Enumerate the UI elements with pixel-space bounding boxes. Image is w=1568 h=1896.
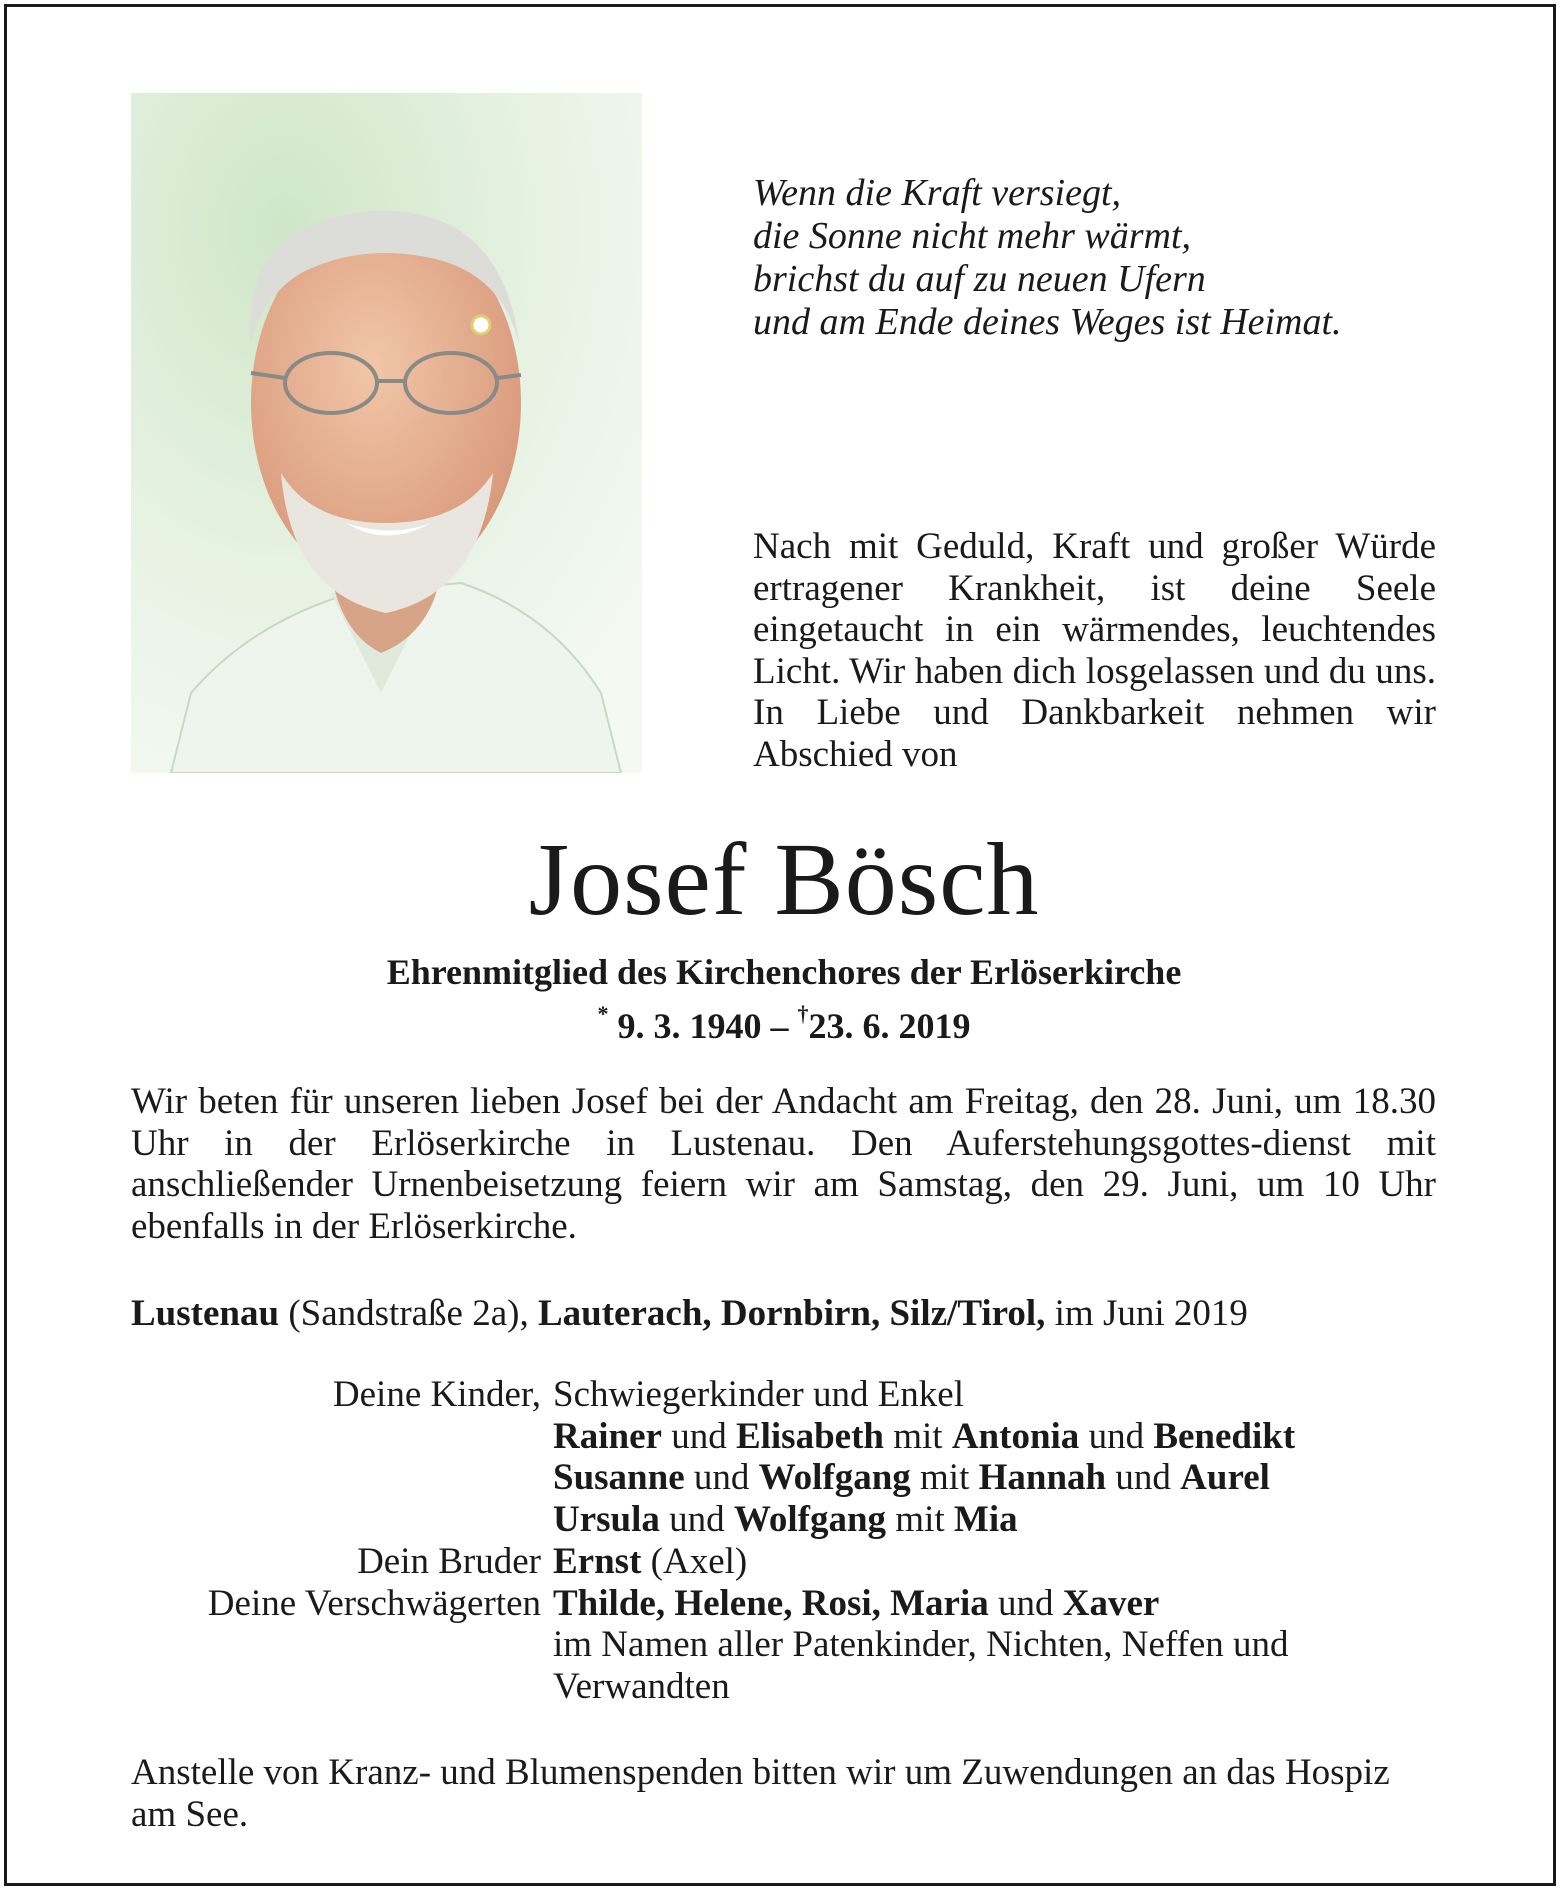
connector: und bbox=[669, 1499, 725, 1541]
family-line bbox=[553, 1457, 1441, 1499]
family-name: Wolfgang bbox=[758, 1457, 911, 1499]
mourner-row bbox=[131, 1374, 1441, 1416]
mourner-row bbox=[131, 1583, 1441, 1625]
quote-line: Wenn die Kraft versiegt, bbox=[753, 172, 1121, 214]
life-dates bbox=[0, 996, 1568, 1048]
family-name: Wolfgang bbox=[733, 1499, 887, 1541]
mourner-row bbox=[131, 1416, 1441, 1458]
intro-paragraph: Nach mit Geduld, Kraft und großer Würde ertragener Krankheit, ist deine Seele eingetaucht in ein wärmendes, leuchtendes Licht. Wir haben dich losgelassen und du uns. In Liebe und Dankbarkeit nehmen wir Abschied von bbox=[753, 526, 1436, 775]
connector: mit bbox=[920, 1457, 970, 1499]
place-town: Lustenau bbox=[131, 1293, 280, 1334]
mourner-row bbox=[131, 1541, 1441, 1583]
closing-paragraph: Anstelle von Kranz- und Blumenspenden bitten wir um Zuwendungen an das Hospiz am See. bbox=[131, 1752, 1390, 1835]
family-name: Mia bbox=[953, 1499, 1018, 1541]
mourner-row bbox=[131, 1457, 1441, 1499]
inlaws-names: Thilde, Helene, Rosi, Maria bbox=[553, 1582, 989, 1624]
connector: mit bbox=[893, 1415, 943, 1457]
family-line bbox=[553, 1499, 1441, 1541]
quote-line: und am Ende deines Weges ist Heimat. bbox=[753, 301, 1342, 343]
brother-nickname: (Axel) bbox=[650, 1540, 748, 1582]
family-line bbox=[553, 1416, 1441, 1458]
place-date: im Juni 2019 bbox=[1054, 1293, 1248, 1334]
children-intro: Schwiegerkinder und Enkel bbox=[553, 1374, 964, 1415]
inlaws-last-name: Xaver bbox=[1062, 1582, 1160, 1624]
connector: mit bbox=[895, 1499, 945, 1541]
connector: und bbox=[671, 1415, 727, 1457]
place-address: (Sandstraße 2a), bbox=[288, 1293, 529, 1334]
death-symbol: † bbox=[797, 1001, 809, 1026]
family-name: Hannah bbox=[978, 1457, 1107, 1499]
birth-symbol: * bbox=[597, 1001, 609, 1026]
inlaws-line bbox=[553, 1583, 1441, 1625]
mourner-row bbox=[131, 1499, 1441, 1541]
memorial-quote bbox=[753, 172, 1453, 344]
mourner-row bbox=[131, 1666, 1441, 1708]
death-date: 23. 6. 2019 bbox=[808, 1006, 971, 1046]
mourner-row bbox=[131, 1624, 1441, 1666]
date-separator: – bbox=[770, 1006, 789, 1046]
portrait-illustration bbox=[131, 93, 642, 773]
family-name: Ursula bbox=[553, 1499, 660, 1541]
inlaws-label: Deine Verschwägerten bbox=[207, 1582, 541, 1624]
family-name: Susanne bbox=[553, 1457, 685, 1499]
deceased-title: Ehrenmitglied des Kirchenchores der Erlöserkirche bbox=[386, 952, 1182, 992]
connector: und bbox=[1088, 1415, 1145, 1457]
others-line: im Namen aller Patenkinder, Nichten, Neffen und bbox=[553, 1624, 1289, 1666]
birth-date: 9. 3. 1940 bbox=[617, 1006, 762, 1046]
others-line: Verwandten bbox=[553, 1665, 730, 1707]
family-name: Benedikt bbox=[1153, 1415, 1296, 1457]
prayer-paragraph: Wir beten für unseren lieben Josef bei der Andacht am Freitag, den 28. Juni, um 18.30 Uhr in der Erlöserkirche in Lustenau. Den Auferstehungsgottes-dienst mit anschließender Urnenbeisetzung feiern wir am Samstag, den 29. Juni, um 10 Uhr ebenfalls in der Erlöserkirche. bbox=[131, 1081, 1436, 1247]
children-label: Deine Kinder, bbox=[332, 1374, 541, 1415]
quote-line: die Sonne nicht mehr wärmt, bbox=[753, 215, 1192, 257]
place-others: Lauterach, Dornbirn, Silz/Tirol, bbox=[537, 1293, 1046, 1334]
family-name: Rainer bbox=[553, 1415, 662, 1457]
portrait-photo bbox=[131, 93, 642, 773]
family-name: Elisabeth bbox=[735, 1415, 884, 1457]
family-name: Antonia bbox=[951, 1415, 1080, 1457]
family-name: Aurel bbox=[1180, 1457, 1270, 1499]
deceased-name: Josef Bösch bbox=[528, 822, 1040, 937]
connector: und bbox=[693, 1457, 750, 1499]
mourners-list bbox=[131, 1374, 1441, 1708]
places-line bbox=[131, 1292, 1441, 1336]
connector: und bbox=[998, 1582, 1054, 1624]
brother-line bbox=[553, 1541, 1441, 1583]
connector: und bbox=[1115, 1457, 1171, 1499]
brother-label: Dein Bruder bbox=[357, 1540, 541, 1582]
quote-line: brichst du auf zu neuen Ufern bbox=[753, 258, 1206, 300]
brother-name: Ernst bbox=[553, 1540, 642, 1582]
